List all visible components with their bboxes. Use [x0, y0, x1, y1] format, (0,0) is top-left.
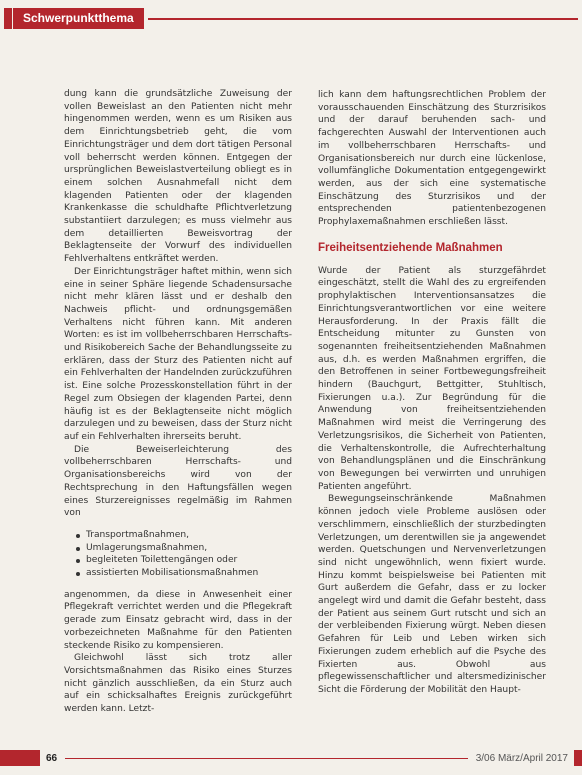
- issue-label: 3/06 März/April 2017: [475, 752, 568, 764]
- left-paragraph-3: Die Beweiserleichterung des vollbeherrschbaren Herrschafts- und Organisationsbereichs wird von der Rechtsprechung in den Haftungsfällen wegen eines Sturzereignisses regelmäßig im Rahmen von: [64, 444, 292, 519]
- header-accent-block: [4, 8, 12, 29]
- right-paragraph-1: lich kann dem haftungsrechtlichen Problem der vorausschauenden Einschätzung des Sturzrisikos und der darauf beruhenden sach- und fachgerechten Auswahl der Interventionen auch im vollbeherrschbaren Herrschafts- und Organisationsbereich nur durch eine lückenlose, vollumfängliche Dokumentation entgegengewirkt werden, aus der sich eine systematische Einschätzung des Sturzrisikos und der entsprechenden patientenbezogenen Prophylaxemaßnahmen erschließen lässt.: [318, 90, 546, 228]
- page-number: 66: [46, 752, 58, 764]
- list-item: assistierten Mobilisationsmaßnahmen: [76, 567, 292, 580]
- left-paragraph-1: dung kann die grundsätzliche Zuweisung der vollen Beweislast an den Patienten nicht mehr hingenommen werden, wenn es um Risiken aus dem Einrichtungsbetrieb geht, die vom Einrichtungsträger und dem dort tätigen Personal voll beherrscht werden können. Entgegen der ursprünglichen Beweislastverteilung obliegt es in einem solchen Ausnahmefall nicht dem klagenden Patienten oder der klagenden Krankenkasse die schuldhafte Pflichtverletzung substantiiert darzulegen; es muss vielmehr aus dem detaillierten Beweisvortrag der Beklagtenseite der Vorwurf des individuellen Fehlverhaltens entkräftet werden.: [64, 89, 292, 265]
- section-header: [0, 8, 582, 29]
- footer-accent-block: [0, 750, 40, 766]
- page-footer: [0, 749, 582, 767]
- right-paragraph-3: Bewegungseinschränkende Maßnahmen können jedoch viele Probleme auslösen oder verschlimmern, einschließlich der sturzbedingten Verletzungen, um derentwillen sie ja angewendet werden. Quetschungen und Nervenverletzungen sind nicht ungewöhnlich, wenn fixiert wurde. Hinzu kommt beispielsweise bei Patienten mit Gurt außerdem die Gefahr, dass er zu locker angelegt wird und damit die Gefahr besteht, dass der Patient aus seinem Gurt rutscht und sich an der verbleibenden Fixierung würgt. Neben diesen Gefahren für Leib und Leben wirken sich Fixierungen zudem erheblich auf die Psyche des Fixierten aus. Obwohl aus pflegewissenschaftlicher und altersmedizinischer Sicht die Förderung der Mobilität den Haupt-: [318, 494, 546, 695]
- subheading: Freiheitsentziehende Maßnahmen: [318, 241, 503, 254]
- right-paragraph-2: Wurde der Patient als sturzgefährdet eingeschätzt, stellt die Wahl des zu ergreifenden prophylaktischen Interventionsansatzes die Einrichtungsverantwortlichen vor eine weitere Herausforderung. In der Praxis fällt die Entscheidung mitunter zu Gunsten von sogenannten freiheitsentziehenden Maßnahmen aus, d.h. es werden Maßnahmen ergriffen, die den Betroffenen in seiner Fortbewegungsfreiheit hindern (Bauchgurt, Bettgitter, Stuhltisch, Fixierungen u.a.). Zur Begründung für die Anwendung von freiheitsentziehenden Maßnahmen wird meist die Verringerung des Verletzungsrisikos, die Sicherheit von Patienten, die Verhaltenskontrolle, die Aufrechterhaltung von Behandlungsplänen und die Einschränkung von Bewegungen bei verwirrten und unruhigen Patienten angeführt.: [318, 265, 546, 492]
- list-item: Transportmaßnahmen,: [76, 529, 292, 542]
- measures-list: [64, 529, 292, 580]
- section-tag: Schwerpunktthema: [13, 8, 144, 29]
- right-column: [318, 89, 546, 697]
- left-column: [64, 88, 292, 716]
- footer-accent-tab: [574, 750, 582, 766]
- list-item: begleiteten Toilettengängen oder: [76, 554, 292, 567]
- header-rule: [148, 18, 578, 20]
- footer-rule: [65, 758, 468, 759]
- left-paragraph-2: Der Einrichtungsträger haftet mithin, wenn sich eine in seiner Sphäre liegende Schadensursache nicht mehr klären lässt und er deshalb den Nachweis pflicht- und ordnungsgemäßen Verhaltens nicht führen kann. Mit anderen Worten: es ist im vollbeherrschbaren Herrschafts- und Risikobereich Sache der Behandlungsseite zu erklären, dass der Sturz des Patienten nicht auf ein Fehlverhalten der Handelnden zurückzuführen ist. Eine solche Prozesskonstellation führt in der Regel zum Obsiegen der klagenden Partei, denn häufig ist es der Beklagtenseite nicht möglich darzulegen und zu beweisen, dass der Sturz nicht auf ein Fehlverhalten ihrerseits beruht.: [64, 266, 292, 442]
- left-paragraph-5: Gleichwohl lässt sich trotz aller Vorsichtsmaßnahmen das Risiko eines Sturzes nicht gänzlich ausschließen, da ein Sturz auch auf ein schicksalhaftes Ereignis zurückgeführt werden kann. Letzt-: [64, 653, 292, 715]
- left-paragraph-4: angenommen, da diese in Anwesenheit einer Pflegekraft verrichtet werden und die Pflegekraft gerade zum Einsatz gebracht wird, dass in der vorbezeichneten Maßnahme für den Patienten steckende Risiko zu kompensieren.: [64, 589, 292, 651]
- list-item: Umlagerungsmaßnahmen,: [76, 542, 292, 555]
